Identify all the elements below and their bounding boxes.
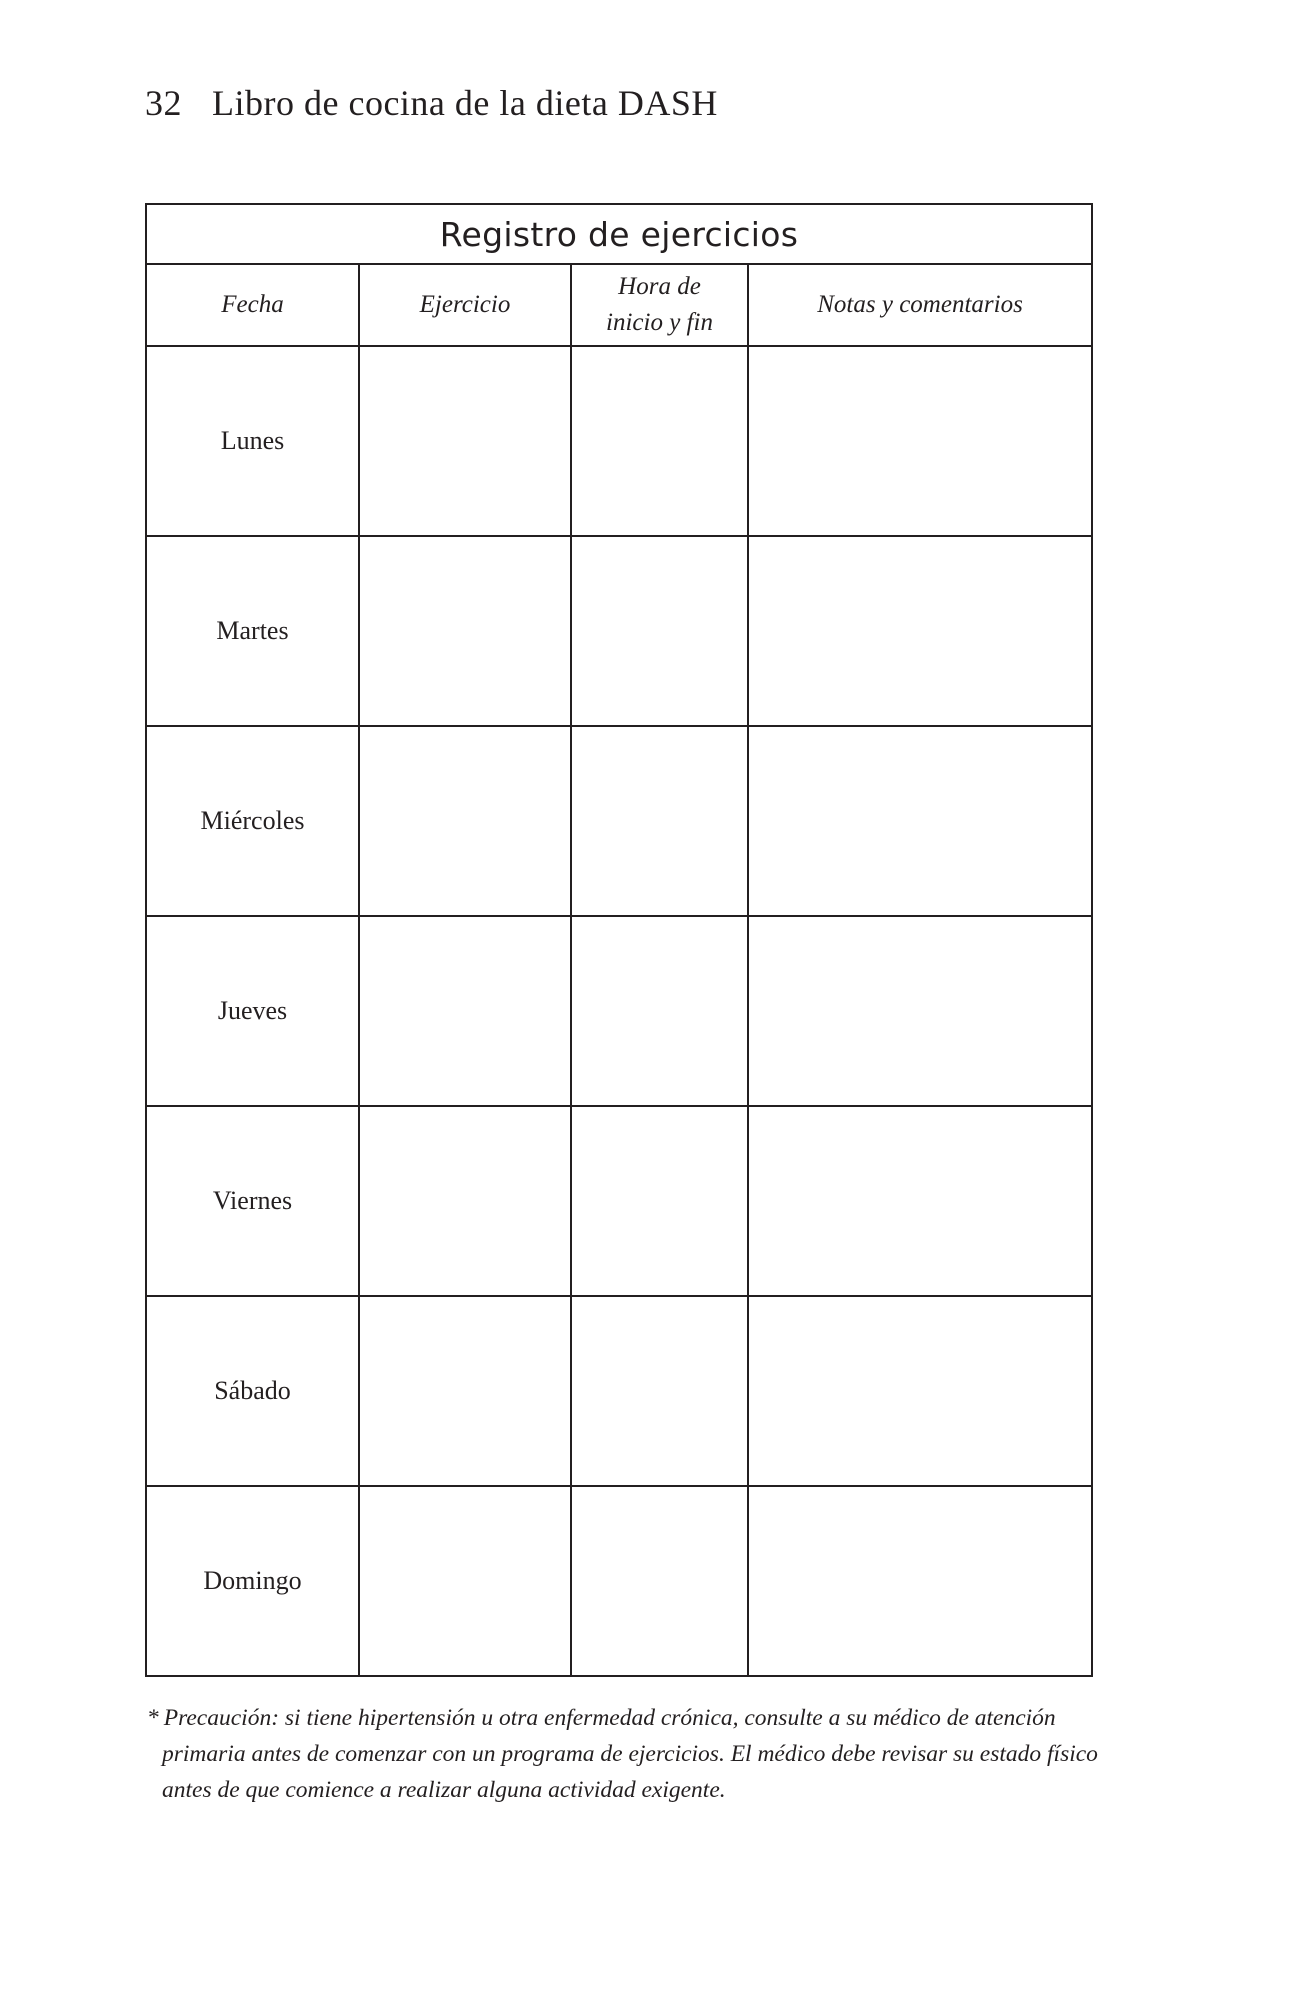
table-title: Registro de ejercicios bbox=[146, 204, 1092, 264]
day-label-friday: Viernes bbox=[146, 1106, 359, 1296]
exercise-cell[interactable] bbox=[359, 1486, 571, 1676]
notes-cell[interactable] bbox=[748, 536, 1092, 726]
notes-cell[interactable] bbox=[748, 726, 1092, 916]
day-label-monday: Lunes bbox=[146, 346, 359, 536]
time-cell[interactable] bbox=[571, 726, 748, 916]
day-label-wednesday: Miércoles bbox=[146, 726, 359, 916]
table-row bbox=[146, 1106, 1092, 1296]
table-row bbox=[146, 346, 1092, 536]
notes-cell[interactable] bbox=[748, 1296, 1092, 1486]
column-header-time-label: Hora de inicio y fin bbox=[606, 273, 713, 336]
exercise-cell[interactable] bbox=[359, 1106, 571, 1296]
table-row bbox=[146, 1486, 1092, 1676]
exercise-log-table bbox=[145, 203, 1093, 1677]
table-row bbox=[146, 536, 1092, 726]
precaution-footnote bbox=[148, 1700, 1108, 1808]
exercise-cell[interactable] bbox=[359, 346, 571, 536]
exercise-cell[interactable] bbox=[359, 916, 571, 1106]
exercise-cell[interactable] bbox=[359, 726, 571, 916]
table-row bbox=[146, 916, 1092, 1106]
time-cell[interactable] bbox=[571, 916, 748, 1106]
footnote-asterisk: * bbox=[148, 1705, 160, 1731]
footnote-continuation: primaria antes de comenzar con un programa de ejercicios. El médico debe revisar su estado físico antes de que comience a realizar alguna actividad exigente. bbox=[162, 1741, 1098, 1803]
column-header-notes: Notas y comentarios bbox=[748, 264, 1092, 346]
notes-cell[interactable] bbox=[748, 916, 1092, 1106]
table-row bbox=[146, 726, 1092, 916]
time-cell[interactable] bbox=[571, 536, 748, 726]
exercise-cell[interactable] bbox=[359, 1296, 571, 1486]
time-cell[interactable] bbox=[571, 1106, 748, 1296]
time-cell[interactable] bbox=[571, 1296, 748, 1486]
table-row bbox=[146, 1296, 1092, 1486]
notes-cell[interactable] bbox=[748, 1106, 1092, 1296]
page-number: 32 bbox=[145, 83, 182, 123]
day-label-thursday: Jueves bbox=[146, 916, 359, 1106]
time-cell[interactable] bbox=[571, 346, 748, 536]
book-title: Libro de cocina de la dieta DASH bbox=[212, 83, 718, 123]
column-header-time bbox=[571, 264, 748, 346]
day-label-sunday: Domingo bbox=[146, 1486, 359, 1676]
table-title-row bbox=[146, 204, 1092, 264]
notes-cell[interactable] bbox=[748, 346, 1092, 536]
day-label-saturday: Sábado bbox=[146, 1296, 359, 1486]
column-header-date: Fecha bbox=[146, 264, 359, 346]
time-cell[interactable] bbox=[571, 1486, 748, 1676]
exercise-cell[interactable] bbox=[359, 536, 571, 726]
notes-cell[interactable] bbox=[748, 1486, 1092, 1676]
running-head bbox=[145, 82, 718, 124]
column-header-exercise: Ejercicio bbox=[359, 264, 571, 346]
footnote-first-line: Precaución: si tiene hipertensión u otra enfermedad crónica, consulte a su médico de atención bbox=[163, 1705, 1056, 1731]
day-label-tuesday: Martes bbox=[146, 536, 359, 726]
table-header-row bbox=[146, 264, 1092, 346]
